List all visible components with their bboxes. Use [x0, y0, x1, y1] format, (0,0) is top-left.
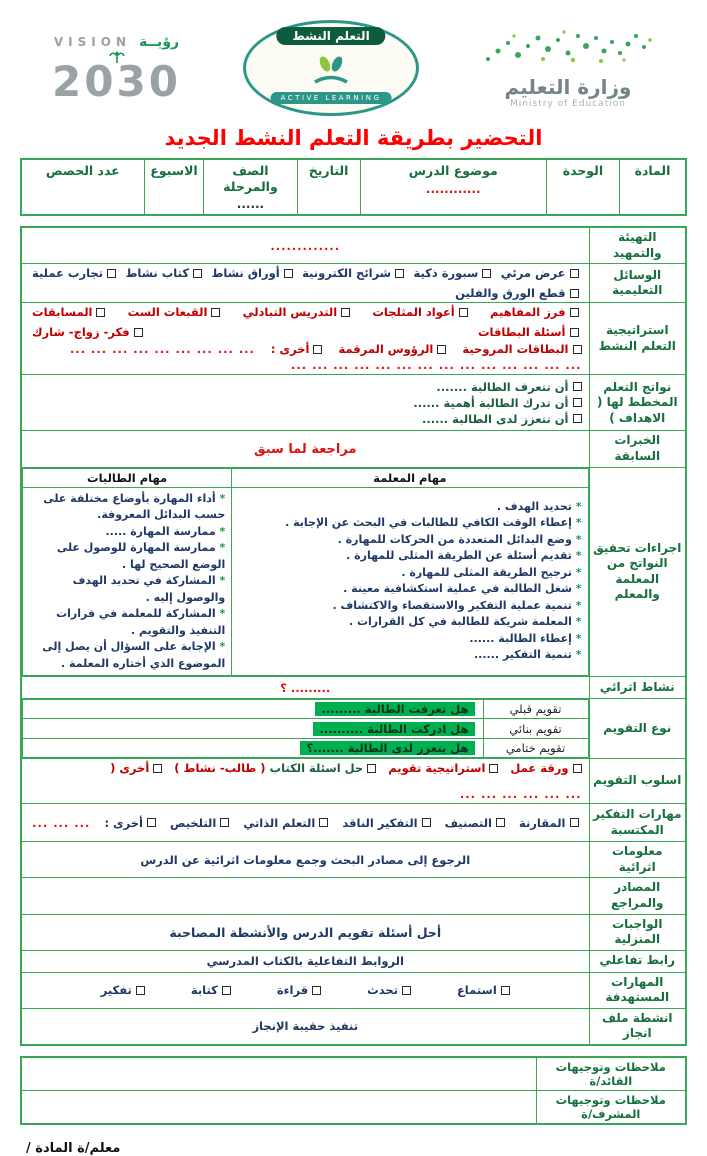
vision-year-text: 2030 [52, 56, 181, 106]
checkbox[interactable] [570, 308, 579, 317]
teacher-signature-label: معلم/ة المادة / [26, 1141, 121, 1156]
student-task-item: * الإجابة على السؤال أن يصل إلى الموضوع الذي أختاره المعلمة . [29, 639, 225, 672]
thinking-skill-option: التصنيف [445, 816, 505, 830]
thinking-skills-options [21, 804, 589, 842]
teacher-task-item: * تنمية عملية التفكير والاستقصاء والاكتشاف . [238, 598, 581, 615]
aid-option: قطع الورق والفلين [455, 286, 578, 300]
strategy-option: البطاقات المروحية [462, 342, 581, 356]
learning-outcomes-list [21, 375, 589, 431]
ministry-logo [463, 27, 673, 109]
target-skill-option: كتابة [191, 983, 231, 997]
checkbox[interactable] [395, 269, 404, 278]
student-task-item: * ممارسة المهارة للوصول على الوضع الصحيح لها . [29, 540, 225, 573]
checkbox[interactable] [222, 986, 231, 995]
header [20, 10, 687, 122]
students-tasks-list [23, 487, 232, 676]
thinking-skill-option: التفكير الناقد [342, 816, 430, 830]
learning-outcomes-label: نواتج التعلم المخطط لها ( الاهداف ) [589, 375, 686, 431]
strategy-dots: ... ... ... ... ... ... ... ... ... [69, 342, 255, 357]
evaluation-row [23, 719, 589, 738]
student-task-item: * المشاركة في تحديد الهدف والوصول إليه . [29, 573, 225, 606]
aid-option: كتاب نشاط [125, 266, 202, 280]
evaluation-method-label: اسلوب التقويم [589, 759, 686, 804]
evaluation-type-table [22, 699, 589, 758]
row-target-skills [21, 972, 686, 1008]
aid-option: عرض مرئي [501, 266, 579, 280]
checkbox[interactable] [220, 818, 229, 827]
teacher-task-item: * تنمية التفكير ...... [238, 647, 581, 664]
target-skill-option: استماع [457, 983, 510, 997]
checkbox[interactable] [147, 818, 156, 827]
date-label: التاريخ [308, 163, 349, 178]
checkbox[interactable] [489, 764, 498, 773]
strategy-option: أسئلة البطاقات [478, 325, 579, 339]
checkbox[interactable] [193, 269, 202, 278]
teacher-task-item: * وضع البدائل المتعددة من الحركات للمهارة . [238, 532, 581, 549]
sources-references-label: المصادر والمراجع [589, 878, 686, 914]
info-cell-date [297, 159, 360, 215]
unit-label: الوحدة [562, 163, 604, 178]
teacher-task-item: * إعطاء الوقت الكافي للطالبات في البحث عن الإجابة . [238, 515, 581, 532]
highlighted-question: هل تعرفت الطالبة ......... [315, 702, 474, 716]
eval-method-dots: ... ... ... ... ... ... [459, 787, 582, 802]
checkbox[interactable] [482, 269, 491, 278]
procedures-table [22, 468, 589, 677]
row-enrichment-info [21, 842, 686, 878]
grade-stage-label: الصف والمرحلة [223, 163, 278, 194]
thinking-skill-option: المقارنة [519, 816, 578, 830]
sources-references-value [21, 878, 589, 914]
grade-stage-value: ...... [236, 197, 265, 212]
supervisor-notes-value [21, 1091, 536, 1125]
strategy-dots-2: ... ... ... ... ... ... ... ... ... ... ... ... ... ... [290, 358, 582, 373]
portfolio-value: تنفيذ حقيبة الإنجاز [21, 1008, 589, 1045]
thinking-skills-label: مهارات التفكير المكتسبة [589, 804, 686, 842]
row-evaluation-type [21, 699, 686, 759]
row-sources-references [21, 878, 686, 914]
info-cell-subject [620, 159, 687, 215]
eval-method-option: حل اسئلة الكتاب ( طالب- نشاط ) [174, 761, 376, 775]
checkbox[interactable] [107, 269, 116, 278]
ministry-dots-icon [476, 27, 661, 73]
procedures-body-row [23, 487, 589, 676]
leader-notes-row [21, 1057, 686, 1091]
evaluation-type-content [21, 699, 589, 759]
info-cell-grade-stage [204, 159, 297, 215]
student-task-item: * المشاركة للمعلمة في قرارات التنفيذ والتقويم . [29, 606, 225, 639]
target-skills-options [21, 972, 589, 1008]
aid-option: أوراق نشاط [211, 266, 292, 280]
checkbox[interactable] [573, 398, 582, 407]
thinking-skill-option: أخرى : [104, 816, 156, 830]
strategy-option: فرز المفاهيم [490, 305, 579, 319]
eval-method-option: ورقة عمل [510, 761, 581, 775]
teacher-task-item: * تقديم أسئلة عن الطريقة المثلى للمهارة . [238, 548, 581, 565]
student-task-item: * أداء المهارة بأوضاع مختلفة على حسب البدائل المعروفة. [29, 491, 225, 524]
interactive-link-label: رابط تفاعلي [589, 950, 686, 972]
checkbox[interactable] [134, 328, 143, 337]
teacher-task-item: * المعلمة شريكة للطالبة في كل القرارات . [238, 614, 581, 631]
row-portfolio [21, 1008, 686, 1045]
students-tasks-header: مهام الطالبات [23, 468, 232, 487]
target-skills-label: المهارات المستهدفة [589, 972, 686, 1008]
teacher-task-item: * شغل الطالبة في عملية استكشافية معينة . [238, 581, 581, 598]
checkbox[interactable] [136, 986, 145, 995]
homework-value: أحل أسئلة تقويم الدرس والأنشطة المصاحبة [21, 914, 589, 950]
active-learning-title: التعلم النشط [276, 27, 385, 45]
row-prior-knowledge [21, 431, 686, 467]
procedures-label: اجراءات تحقيق النواتج من المعلمة والمعلم [589, 467, 686, 677]
strategy-option: المسابقات [32, 305, 105, 319]
aid-option: سبورة ذكية [413, 266, 491, 280]
active-learning-subtitle: ACTIVE LEARNING [271, 92, 392, 104]
checkbox[interactable] [284, 269, 293, 278]
row-evaluation-method [21, 759, 686, 804]
evaluation-kind: تقويم بنائي [483, 719, 588, 738]
checkbox[interactable] [573, 382, 582, 391]
teacher-task-item: * ترجيح الطريقة المثلى للمهارة . [238, 565, 581, 582]
vision-2030-logo [34, 33, 199, 106]
lesson-topic-value: ............ [425, 181, 481, 196]
checkbox[interactable] [570, 818, 579, 827]
checkbox[interactable] [459, 308, 468, 317]
checkbox[interactable] [501, 986, 510, 995]
target-skill-option: تحدث [367, 983, 411, 997]
info-table [20, 158, 687, 216]
teacher-task-item: * تحديد الهدف . [238, 499, 581, 516]
checkbox[interactable] [367, 764, 376, 773]
student-task-item: * ممارسة المهارة ..... [29, 524, 225, 541]
teacher-tasks-header: مهام المعلمة [232, 468, 588, 487]
enrichment-activity-value: ......... ؟ [21, 677, 589, 699]
checkbox[interactable] [573, 414, 582, 423]
enrichment-info-label: معلومات اثرائية [589, 842, 686, 878]
checkbox[interactable] [422, 818, 431, 827]
teaching-aids-options [21, 264, 589, 303]
evaluation-question [23, 719, 484, 738]
info-cell-week [144, 159, 204, 215]
target-skill-option: قراءة [277, 983, 321, 997]
thinking-skill-option: التعلم الذاتي [243, 816, 328, 830]
strategy-option: أعواد المثلجات [372, 305, 467, 319]
teaching-aids-label: الوسائل التعليمية [589, 264, 686, 303]
evaluation-type-label: نوع التقويم [589, 699, 686, 759]
target-skill-option: تفكير [101, 983, 145, 997]
strategy-options [21, 303, 589, 375]
row-learning-outcomes [21, 375, 686, 431]
checkbox[interactable] [319, 818, 328, 827]
checkbox[interactable] [496, 818, 505, 827]
notes-table [20, 1056, 687, 1125]
checkbox[interactable] [437, 345, 446, 354]
supervisor-notes-row [21, 1091, 686, 1125]
subject-label: المادة [634, 163, 671, 178]
periods-count-label: عدد الحصص [45, 163, 120, 178]
thinking-skills-dots: ... ... ... [32, 815, 91, 830]
checkbox[interactable] [402, 986, 411, 995]
highlighted-question: هل ادركت الطالبة .......... [313, 722, 474, 736]
row-strategy [21, 303, 686, 375]
teacher-task-item: * إعطاء الطالبة ...... [238, 631, 581, 648]
interactive-link-value[interactable]: الروابط التفاعلية بالكتاب المدرسي [21, 950, 589, 972]
checkbox[interactable] [341, 308, 350, 317]
eval-method-option: استراتيجية تقويم [388, 761, 498, 775]
week-label: الاسبوع [150, 163, 198, 178]
row-interactive-link [21, 950, 686, 972]
homework-label: الواجبات المنزلية [589, 914, 686, 950]
procedures-header-row [23, 468, 589, 487]
strategy-option: فكر- زواج- شارك [32, 325, 143, 339]
eval-method-option: أخرى ( [110, 761, 162, 775]
ministry-name-en: Ministry of Education [510, 99, 626, 109]
warmup-label: التهيئة والتمهيد [589, 227, 686, 264]
ministry-name-ar: وزارة التعليم [504, 75, 632, 99]
outcome-item: أن تدرك الطالبة أهمية ...... [29, 396, 582, 410]
row-thinking-skills [21, 804, 686, 842]
supervisor-notes-label: ملاحظات وتوجيهات المشرف/ة [536, 1091, 686, 1125]
row-homework [21, 914, 686, 950]
checkbox[interactable] [573, 764, 582, 773]
checkbox[interactable] [570, 269, 579, 278]
leader-notes-value [21, 1057, 536, 1091]
aid-option: تجارب عملية [32, 266, 116, 280]
procedures-content [21, 467, 589, 677]
highlighted-question: هل يتعزز لدى الطالبة .......؟ [300, 741, 474, 755]
outcome-item: أن تتعرف الطالبة ....... [29, 380, 582, 394]
strategy-option: القبعات الست [128, 305, 221, 319]
evaluation-row [23, 738, 589, 757]
outcome-item: أن تتعزز لدى الطالبة ...... [29, 412, 582, 426]
page-title: التحضير بطريقة التعلم النشط الجديد [164, 126, 543, 150]
evaluation-question [23, 700, 484, 719]
checkbox[interactable] [312, 986, 321, 995]
hand-leaf-icon [307, 51, 355, 85]
evaluation-kind: تقويم قبلي [483, 700, 588, 719]
strategy-option: أخرى : [271, 342, 323, 356]
checkbox[interactable] [570, 289, 579, 298]
leader-notes-label: ملاحظات وتوجيهات القائد/ة [536, 1057, 686, 1091]
evaluation-question [23, 738, 484, 757]
checkbox[interactable] [96, 308, 105, 317]
footer [24, 1141, 683, 1156]
info-cell-periods-count [21, 159, 144, 215]
checkbox[interactable] [153, 764, 162, 773]
checkbox[interactable] [573, 345, 582, 354]
vision-ar-text: رؤيــة [139, 33, 180, 50]
strategy-option: التدريس التبادلي [243, 305, 351, 319]
info-row [21, 159, 686, 215]
row-procedures [21, 467, 686, 677]
enrichment-activity-label: نشاط اثرائي [589, 677, 686, 699]
checkbox[interactable] [313, 345, 322, 354]
row-enrichment-activity [21, 677, 686, 699]
lesson-plan-table [20, 226, 687, 1046]
row-teaching-aids [21, 264, 686, 303]
evaluation-kind: تقويم ختامي [483, 738, 588, 757]
evaluation-method-options [21, 759, 589, 804]
row-warmup [21, 227, 686, 264]
enrichment-info-value: الرجوع إلى مصادر البحث وجمع معلومات اثرائية عن الدرس [21, 842, 589, 878]
thinking-skill-option: التلخيص [170, 816, 229, 830]
info-cell-lesson-topic [360, 159, 546, 215]
info-cell-unit [546, 159, 619, 215]
strategy-label: استراتيجية التعلم النشط [589, 303, 686, 375]
aid-option: شرائح الكترونية [302, 266, 404, 280]
teacher-tasks-list [232, 487, 588, 676]
portfolio-label: انشطة ملف انجاز [589, 1008, 686, 1045]
vision-en-text: VISION [53, 34, 131, 49]
active-learning-logo [243, 20, 419, 116]
checkbox[interactable] [570, 328, 579, 337]
strategy-option: الرؤوس المرقمة [338, 342, 446, 356]
checkbox[interactable] [211, 308, 220, 317]
lesson-topic-label: موضوع الدرس [408, 163, 498, 178]
evaluation-row [23, 700, 589, 719]
prior-knowledge-value: مراجعة لما سبق [21, 431, 589, 467]
prior-knowledge-label: الخبرات السابقة [589, 431, 686, 467]
warmup-value: ............. [21, 227, 589, 264]
